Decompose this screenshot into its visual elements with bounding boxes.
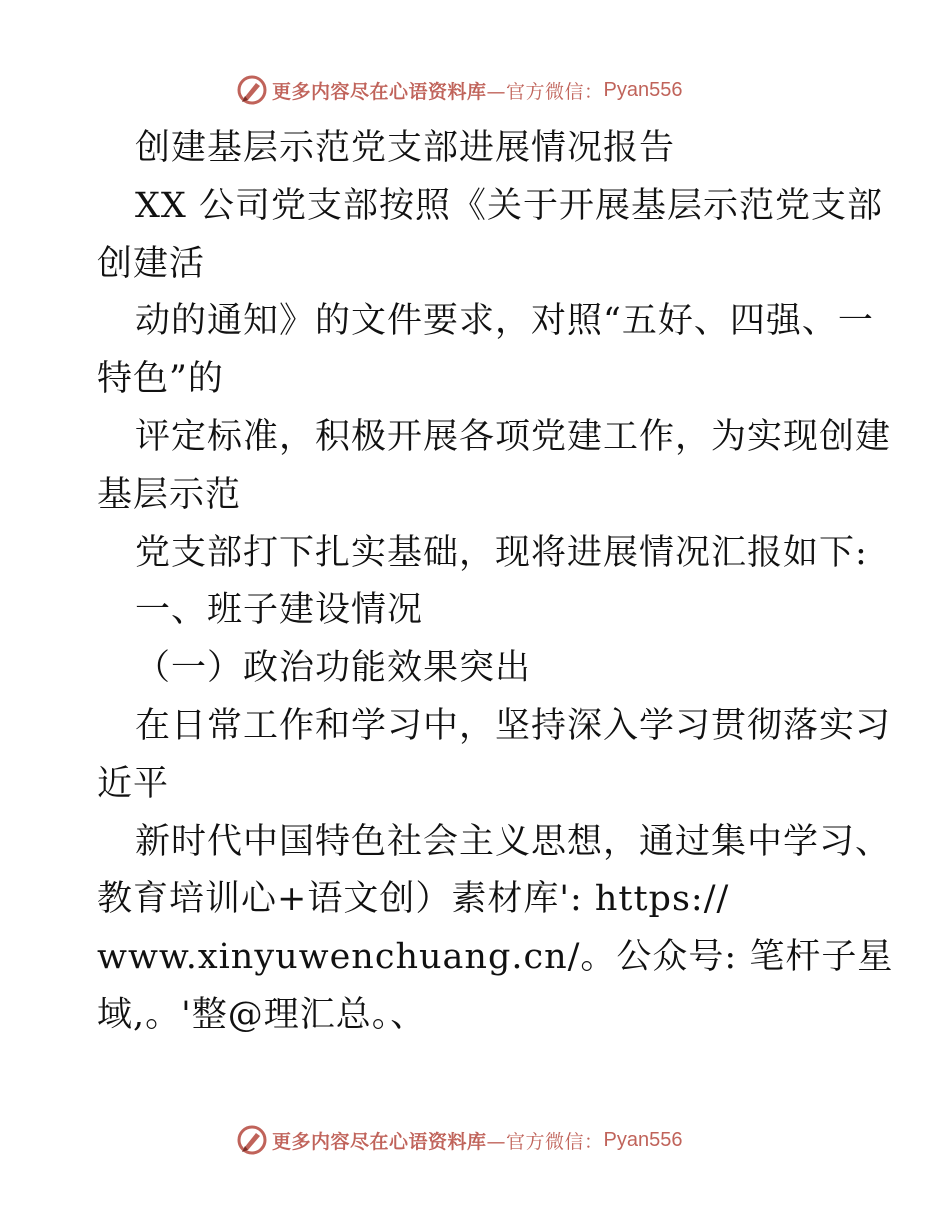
document-body xyxy=(97,120,894,1045)
paragraph-line: 党支部打下扎实基础，现将进展情况汇报如下: xyxy=(135,532,868,573)
paragraph-line: 创建活 xyxy=(97,243,206,284)
paragraph-line: 基层示范 xyxy=(97,474,242,515)
paragraph-line: 教育培训心+语文创）素材库': https:// xyxy=(97,879,730,920)
paragraph-line: 在日常工作和学习中，坚持深入学习贯彻落实习 xyxy=(135,705,892,746)
paragraph-line: 新时代中国特色社会主义思想，通过集中学习、 xyxy=(135,821,892,862)
watermark-text: 更多内容尽在心语资料库—官方微信： xyxy=(272,80,604,103)
paragraph-line: XX 公司党支部按照《关于开展基层示范党支部 xyxy=(135,185,883,226)
document-title: 创建基层示范党支部进展情况报告 xyxy=(135,128,676,168)
paragraph-line: 特色”的 xyxy=(97,359,224,400)
paragraph-line: 近平 xyxy=(97,763,170,804)
paragraph-line: 评定标准，积极开展各项党建工作，为实现创建 xyxy=(135,416,892,457)
paragraph-line: 动的通知》的文件要求，对照“五好、四强、一 xyxy=(135,301,874,342)
header-watermark xyxy=(236,73,683,107)
pen-circle-logo-icon xyxy=(236,74,268,106)
footer-watermark xyxy=(236,1123,683,1157)
paragraph-line: www.xinyuwenchuang.cn/。公众号: 笔杆子星 xyxy=(97,937,894,978)
pen-circle-logo-icon xyxy=(236,1124,268,1156)
section-heading: 一、班子建设情况 xyxy=(135,590,424,631)
subsection-heading: （一）政治功能效果突出 xyxy=(135,648,532,689)
watermark-text: 更多内容尽在心语资料库—官方微信： xyxy=(272,1130,604,1153)
watermark-wechat-id: Pyan556 xyxy=(603,78,683,101)
watermark-wechat-id: Pyan556 xyxy=(603,1128,683,1151)
paragraph-line: 域,。'整@理汇总。、 xyxy=(97,994,427,1035)
